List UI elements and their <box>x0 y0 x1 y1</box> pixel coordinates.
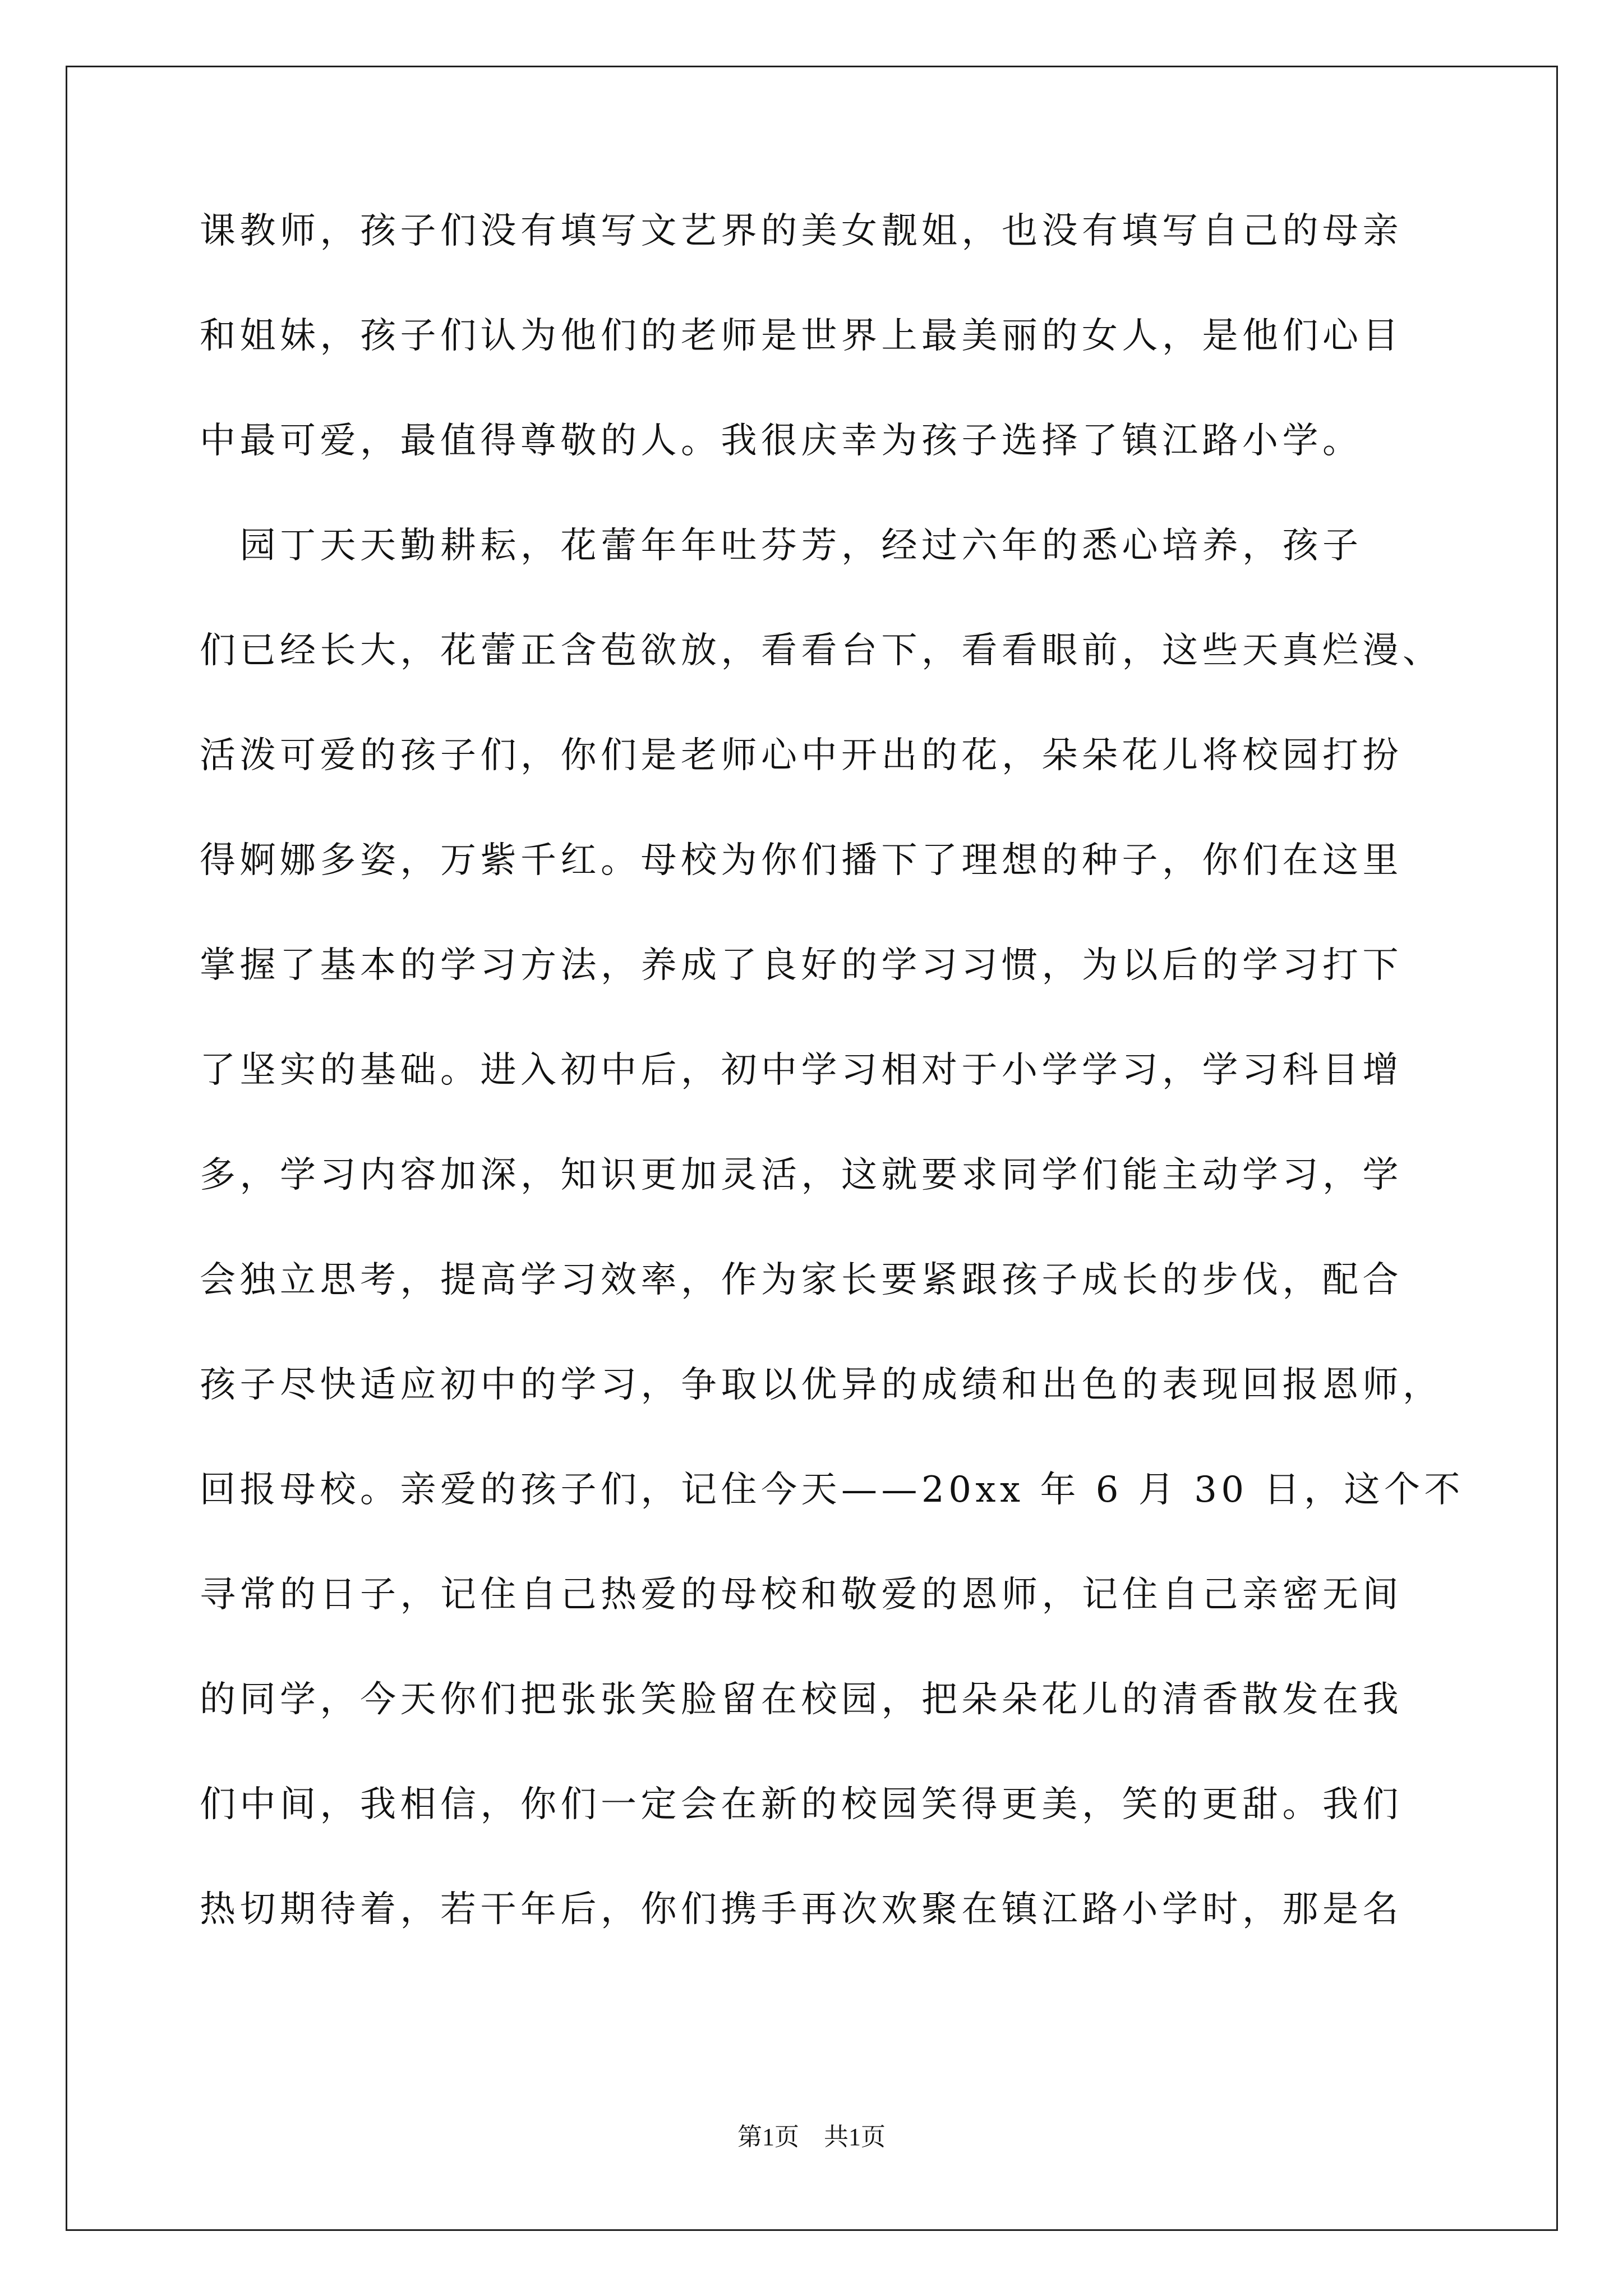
text-line: 掌握了基本的学习方法，养成了良好的学习习惯，为以后的学习打下 <box>200 945 1403 986</box>
text-line: 了坚实的基础。进入初中后，初中学习相对于小学学习，学习科目增 <box>200 1050 1403 1091</box>
text-line: 和姐妹，孩子们认为他们的老师是世界上最美丽的女人，是他们心目 <box>200 315 1403 357</box>
text-line: 孩子尽快适应初中的学习，争取以优异的成绩和出色的表现回报恩师， <box>200 1364 1443 1406</box>
text-line: 中最可爱，最值得尊敬的人。我很庆幸为孩子选择了镇江路小学。 <box>200 420 1363 462</box>
text-line: 课教师，孩子们没有填写文艺界的美女靓姐，也没有填写自己的母亲 <box>200 210 1403 252</box>
text-line: 活泼可爱的孩子们，你们是老师心中开出的花，朵朵花儿将校园打扮 <box>200 735 1403 776</box>
text-line: 寻常的日子，记住自己热爱的母校和敬爱的恩师，记住自己亲密无间 <box>200 1574 1403 1616</box>
text-line: 得婀娜多姿，万紫千红。母校为你们播下了理想的种子，你们在这里 <box>200 840 1403 881</box>
page-number-footer: 第1页 共1页 <box>737 2123 886 2151</box>
text-line: 园丁天天勤耕耘，花蕾年年吐芬芳，经过六年的悉心培养，孩子 <box>200 525 1363 567</box>
text-line: 回报母校。亲爱的孩子们，记住今天——20xx 年 6 月 30 日，这个不 <box>200 1469 1464 1511</box>
text-line: 热切期待着，若干年后，你们携手再次欢聚在镇江路小学时，那是名 <box>200 1889 1403 1930</box>
text-line: 们中间，我相信，你们一定会在新的校园笑得更美，笑的更甜。我们 <box>200 1784 1403 1825</box>
text-line: 们已经长大，花蕾正含苞欲放，看看台下，看看眼前，这些天真烂漫、 <box>200 630 1443 671</box>
text-line: 多，学习内容加深，知识更加灵活，这就要求同学们能主动学习，学 <box>200 1154 1403 1196</box>
text-line: 会独立思考，提高学习效率，作为家长要紧跟孩子成长的步伐，配合 <box>200 1259 1403 1301</box>
text-line: 的同学，今天你们把张张笑脸留在校园，把朵朵花儿的清香散发在我 <box>200 1679 1403 1720</box>
